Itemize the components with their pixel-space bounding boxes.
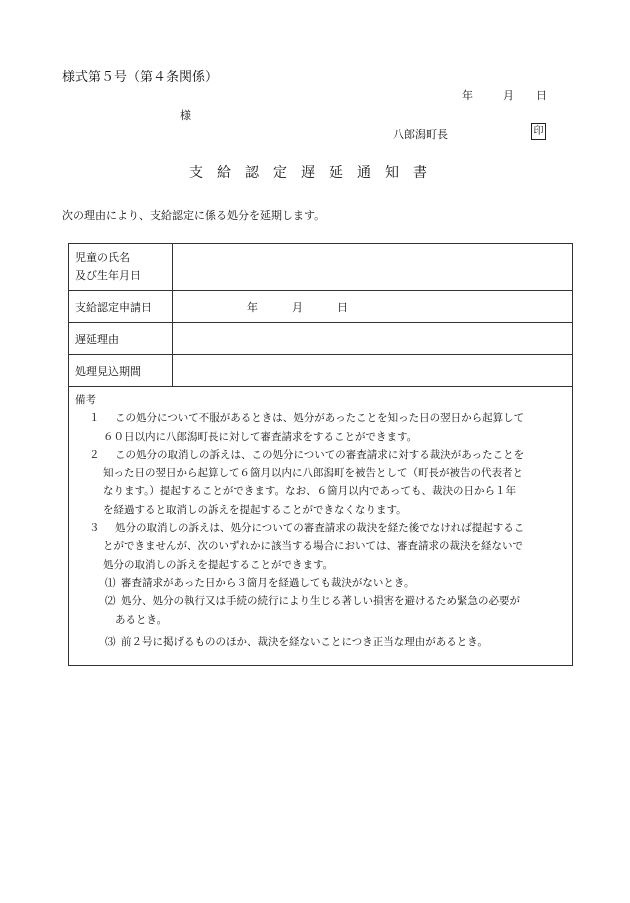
processing-period-value xyxy=(173,355,572,386)
remarks-subitem-number: ⑴ xyxy=(105,576,116,589)
table-row-child xyxy=(69,244,572,291)
issue-date-day: 日 xyxy=(536,89,547,102)
remarks-item-line: 処分の取消しの訴えを提起することができます。 xyxy=(103,558,334,571)
application-date-label: 支給認定申請日 xyxy=(69,291,173,322)
application-date-day: 日 xyxy=(337,300,348,314)
remarks-item-line: この処分の取消しの訴えは、この処分についての審査請求に対する裁決があったことを xyxy=(115,448,525,461)
remarks-title: 備考 xyxy=(75,394,96,406)
remarks-item-line: この処分について不服があるときは、処分があったことを知った日の翌日から起算して xyxy=(115,412,525,425)
remarks-item-number: １ xyxy=(89,412,100,425)
remarks-subitem-line: 前２号に掲げるもののほか、裁決を経ないことにつき正当な理由があるとき。 xyxy=(121,635,488,648)
remarks-subitem xyxy=(75,592,566,629)
application-date-value xyxy=(173,291,572,322)
delay-reason-value xyxy=(173,323,572,354)
remarks-item xyxy=(75,446,566,519)
form-number: 様式第５号（第４条関係） xyxy=(62,70,219,85)
remarks-subitem-line: あるとき。 xyxy=(115,613,168,626)
document-title: 支給認定遅延通知書 xyxy=(189,165,441,181)
child-name-value xyxy=(173,244,572,290)
table-row-application-date xyxy=(69,291,572,323)
table-row-processing-period xyxy=(69,355,572,387)
remarks-item xyxy=(75,409,566,446)
intro-text: 次の理由により、支給認定に係る処分を延期します。 xyxy=(62,209,326,222)
seal-mark: 印 xyxy=(531,123,546,140)
remarks-subitem xyxy=(75,633,566,651)
remarks-subitem-line: 審査請求があった日から３箇月を経過しても裁決がないとき。 xyxy=(121,576,415,589)
remarks-item-number: ２ xyxy=(89,448,100,461)
application-date-month: 月 xyxy=(292,300,303,314)
remarks-item-line: とができませんが、次のいずれかに該当する場合においては、審査請求の裁決を経ないで xyxy=(103,540,523,553)
issue-date xyxy=(462,87,547,103)
notice-table xyxy=(68,243,573,666)
remarks-subitems xyxy=(75,574,566,651)
remarks-item-line: ６０日以内に八郎潟町長に対して審査請求をすることができます。 xyxy=(103,430,418,443)
issue-date-year: 年 xyxy=(462,89,473,102)
remarks-item-line: 処分の取消しの訴えは、処分についての審査請求の裁決を経た後でなければ提起するこ xyxy=(115,522,525,535)
remarks-section xyxy=(69,387,572,665)
table-row-delay-reason xyxy=(69,323,572,355)
remarks-item-number: ３ xyxy=(89,522,100,535)
processing-period-label: 処理見込期間 xyxy=(69,355,173,386)
application-date-year: 年 xyxy=(247,300,258,314)
remarks-item-line: 知った日の翌日から起算して６箇月以内に八郎潟町を被告として（町長が被告の代表者と xyxy=(103,467,523,480)
issue-date-month: 月 xyxy=(503,89,514,102)
child-name-label xyxy=(69,244,173,290)
child-name-label-line2: 及び生年月日 xyxy=(75,269,141,282)
delay-reason-label: 遅延理由 xyxy=(69,323,173,354)
sender-name: 八郎潟町長 xyxy=(393,128,448,141)
remarks-subitem-number: ⑶ xyxy=(105,635,116,648)
child-name-label-line1: 児童の氏名 xyxy=(75,251,130,264)
addressee-honorific: 様 xyxy=(180,109,191,122)
remarks-subitem-line: 処分、処分の執行又は手続の続行により生じる著しい損害を避けるため緊急の必要が xyxy=(121,595,520,608)
remarks-item-line: を経過すると取消しの訴えを提起することができなくなります。 xyxy=(103,503,407,516)
remarks-subitem xyxy=(75,574,566,592)
remarks-subitem-number: ⑵ xyxy=(105,595,116,608)
remarks-item-line: なります。）提起することができます。なお、６箇月以内であっても、裁決の日から１年 xyxy=(103,485,516,498)
remarks-items xyxy=(75,409,566,574)
remarks-item xyxy=(75,519,566,574)
